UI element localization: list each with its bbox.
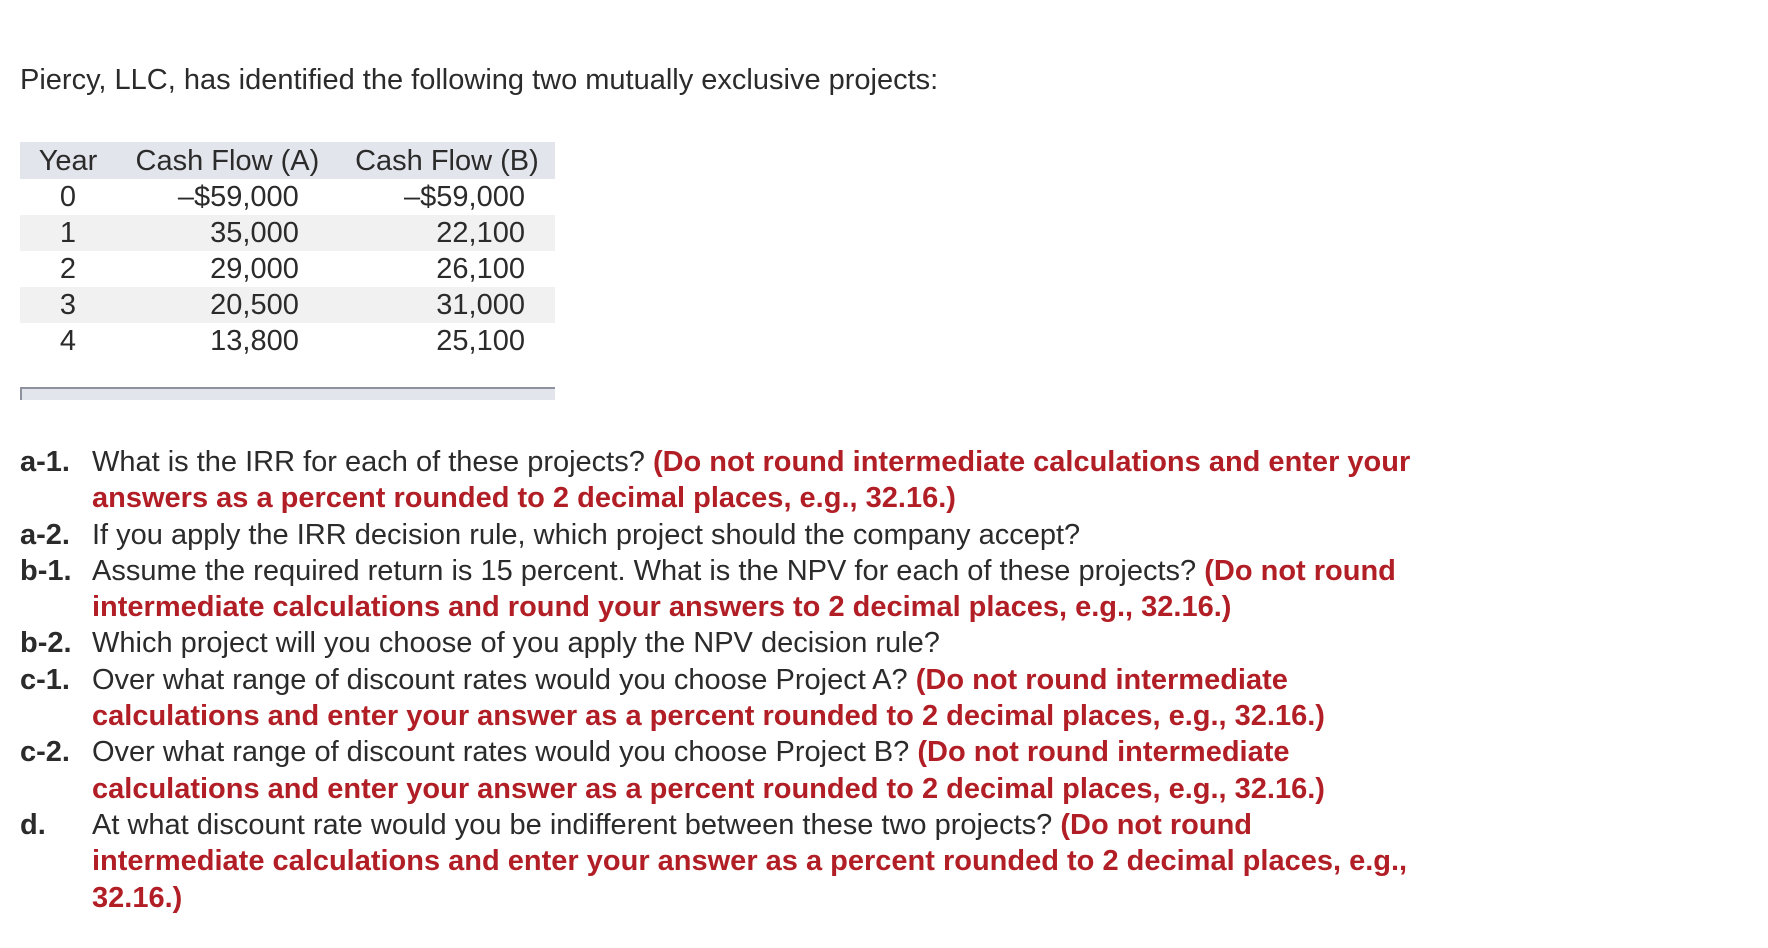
question-text: Over what range of discount rates would you choose Project B?: [92, 736, 910, 769]
cell-cash-flow-b: –$59,000: [404, 181, 525, 213]
cell-cash-flow-b: 22,100: [339, 215, 555, 251]
cash-flow-table: [20, 142, 555, 359]
question-c1: [20, 662, 1420, 735]
table-row: [20, 179, 555, 215]
cell-cash-flow-b: 26,100: [436, 253, 525, 285]
table-footer-bar: [20, 387, 555, 400]
question-text: Over what range of discount rates would you choose Project A?: [92, 663, 908, 696]
question-note: (Do not round intermediate calculations and enter your answer as a percent rounded to 2 decimal places, e.g., 32.16.): [92, 663, 1325, 733]
question-a2: [20, 517, 1420, 553]
question-label: b-1.: [20, 554, 72, 587]
header-year: Year: [20, 142, 116, 179]
question-label: a-2.: [20, 518, 70, 551]
question-list: [20, 444, 1420, 916]
question-b2: [20, 625, 1420, 661]
cell-cash-flow-b: 25,100: [436, 325, 525, 357]
table-header-row: [20, 142, 555, 179]
cell-year: 3: [20, 287, 116, 323]
question-text: What is the IRR for each of these projects?: [92, 446, 645, 478]
question-label: b-2.: [20, 627, 72, 660]
question-d: [20, 807, 1420, 916]
cell-cash-flow-a: 35,000: [116, 215, 339, 251]
question-label: c-1.: [20, 663, 70, 696]
question-note: (Do not round intermediate calculations and enter your answers as a percent rounded to 2 decimal places, e.g., 32.16.): [92, 446, 1411, 515]
cell-cash-flow-a: 13,800: [210, 325, 299, 357]
cell-cash-flow-a: –$59,000: [177, 181, 299, 213]
cell-year: 0: [59, 181, 77, 213]
header-cash-flow-a: Cash Flow (A): [116, 142, 339, 179]
question-note: (Do not round intermediate calculations and enter your answer as a percent rounded to 2 decimal places, e.g., 32.16.): [92, 808, 1408, 914]
question-b1: [20, 553, 1420, 626]
cell-cash-flow-a: 29,000: [210, 253, 299, 285]
header-cash-flow-b: Cash Flow (B): [339, 142, 555, 179]
cell-cash-flow-a: 20,500: [116, 287, 339, 323]
question-label: c-2.: [20, 736, 70, 769]
table-row: [20, 287, 555, 323]
table-row: [20, 215, 555, 251]
question-a1: [20, 444, 1420, 517]
question-text: Assume the required return is 15 percent. What is the NPV for each of these projects?: [92, 554, 1197, 587]
question-text: At what discount rate would you be indifferent between these two projects?: [92, 808, 1053, 841]
question-text: If you apply the IRR decision rule, which project should the company accept?: [92, 518, 1081, 551]
question-text: Which project will you choose of you apply the NPV decision rule?: [92, 627, 940, 660]
cell-year: 1: [20, 215, 116, 251]
table-row: [20, 251, 555, 287]
question-note: (Do not round intermediate calculations and round your answers to 2 decimal places, e.g., 32.16.): [92, 554, 1396, 624]
cash-flow-table-container: [20, 142, 555, 400]
table-row: [20, 323, 555, 359]
cell-year: 2: [59, 253, 77, 285]
question-label: a-1.: [20, 446, 70, 478]
cell-year: 4: [59, 325, 77, 357]
question-note: (Do not round intermediate calculations and enter your answer as a percent rounded to 2 decimal places, e.g., 32.16.): [92, 736, 1325, 805]
cell-cash-flow-b: 31,000: [339, 287, 555, 323]
intro-text: Piercy, LLC, has identified the following two mutually exclusive projects:: [20, 64, 939, 96]
question-label: d.: [20, 808, 46, 841]
question-c2: [20, 734, 1420, 807]
